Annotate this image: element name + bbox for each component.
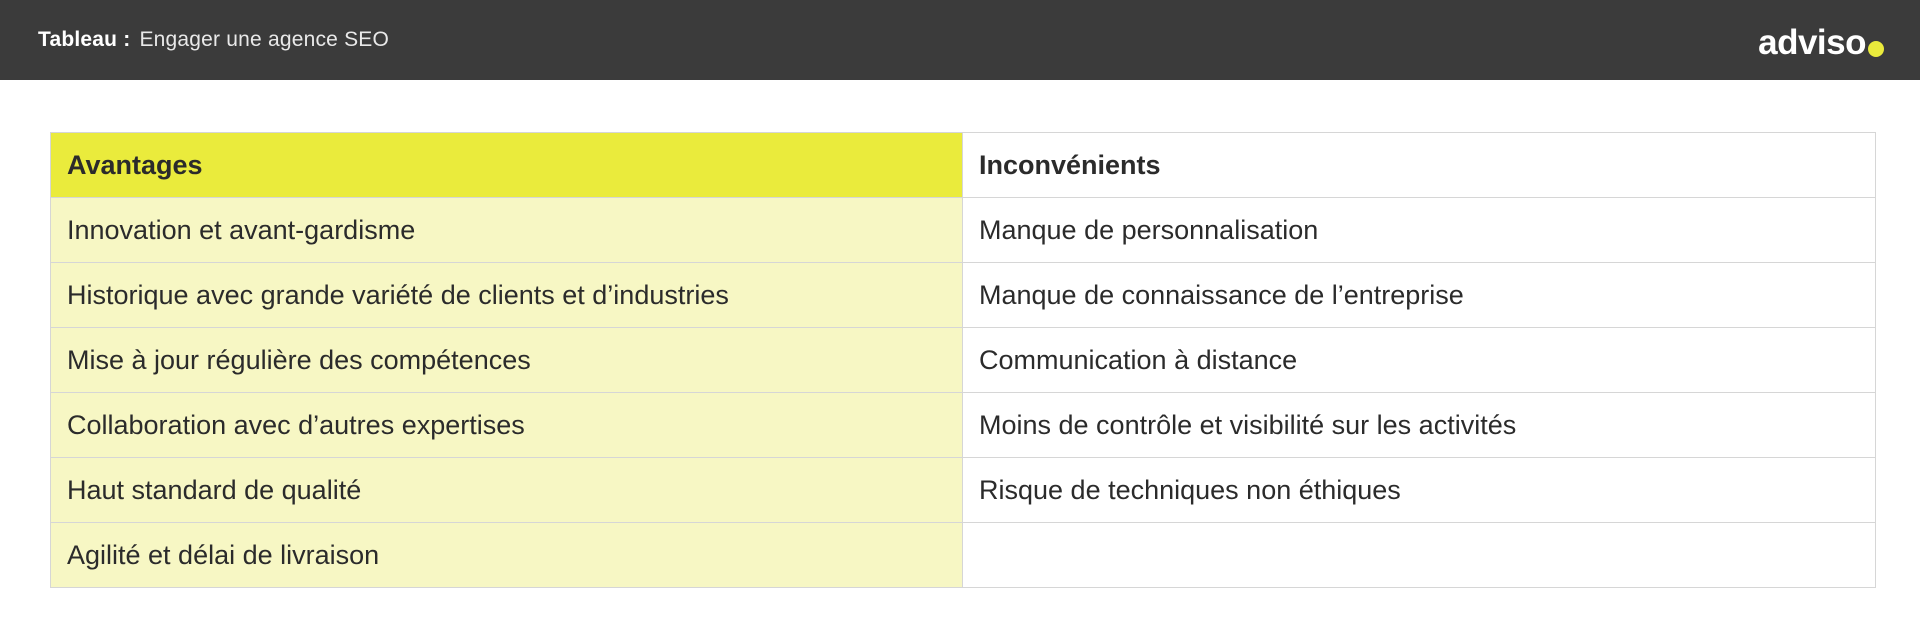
table-header-row — [51, 133, 1876, 198]
header-label: Tableau : — [38, 28, 131, 51]
table-row — [51, 523, 1876, 588]
cell-inconvenient — [963, 523, 1876, 588]
table-row — [51, 263, 1876, 328]
column-header-inconvenients: Inconvénients — [963, 133, 1876, 198]
table-row — [51, 198, 1876, 263]
cell-inconvenient: Risque de techniques non éthiques — [963, 458, 1876, 523]
cell-inconvenient: Communication à distance — [963, 328, 1876, 393]
header-title-group — [38, 28, 389, 52]
table-header-row-group — [51, 133, 1876, 198]
table-row — [51, 458, 1876, 523]
cell-advantage: Mise à jour régulière des compétences — [51, 328, 963, 393]
cell-advantage: Innovation et avant-gardisme — [51, 198, 963, 263]
table-row — [51, 328, 1876, 393]
logo-wordmark: adviso — [1758, 22, 1866, 62]
table-row — [51, 393, 1876, 458]
cell-advantage: Haut standard de qualité — [51, 458, 963, 523]
cell-inconvenient: Manque de connaissance de l’entreprise — [963, 263, 1876, 328]
cell-inconvenient: Moins de contrôle et visibilité sur les activités — [963, 393, 1876, 458]
page-title: Engager une agence SEO — [139, 28, 390, 51]
page-header — [0, 0, 1920, 80]
table-container — [0, 80, 1920, 588]
cell-advantage: Collaboration avec d’autres expertises — [51, 393, 963, 458]
column-header-advantages: Avantages — [51, 133, 963, 198]
circle-dot-icon — [1868, 41, 1884, 57]
cell-advantage: Historique avec grande variété de clients et d’industries — [51, 263, 963, 328]
pros-cons-table — [50, 132, 1876, 588]
cell-inconvenient: Manque de personnalisation — [963, 198, 1876, 263]
adviso-logo — [1758, 22, 1884, 62]
cell-advantage: Agilité et délai de livraison — [51, 523, 963, 588]
table-body — [51, 198, 1876, 588]
